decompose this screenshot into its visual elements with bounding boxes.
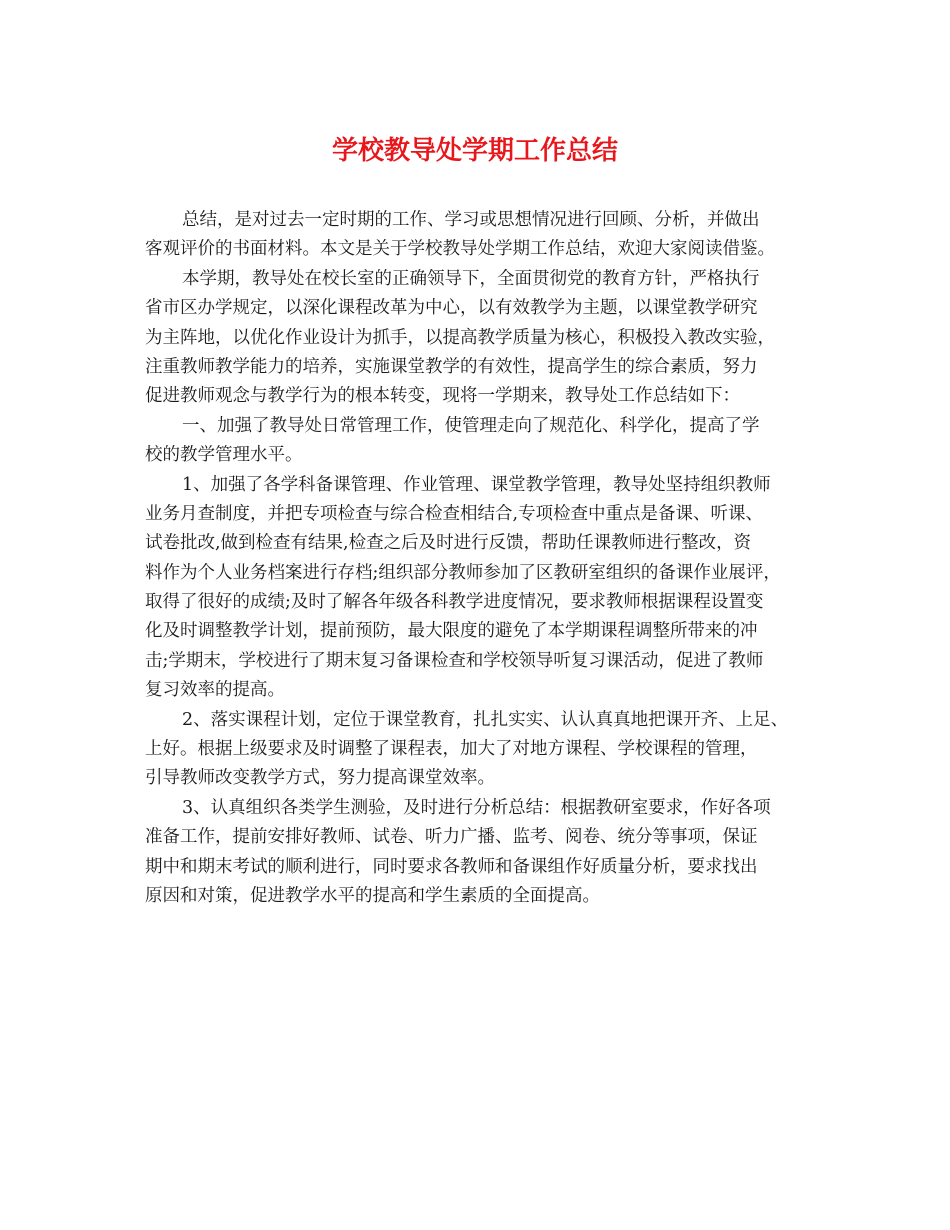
- paragraph-line: 准备工作，提前安排好教师、试卷、听力广播、监考、阅卷、统分等事项，保证: [145, 827, 758, 848]
- paragraph-line: 化及时调整教学计划，提前预防，最大限度的避免了本学期课程调整所带来的冲: [145, 621, 758, 642]
- paragraph-line: 业务月查制度，并把专项检查与综合检查相结合,专项检查中重点是备课、听课、: [145, 503, 764, 524]
- document-title: 学校教导处学期工作总结: [331, 136, 618, 166]
- paragraph-first-line: 1、加强了各学科备课管理、作业管理、课堂教学管理，教导处坚持组织教师: [182, 474, 771, 495]
- paragraph-line: 原因和对策，促进教学水平的提高和学生素质的全面提高。: [145, 885, 600, 906]
- paragraph-first-line: 总结，是对过去一定时期的工作、学习或思想情况进行回顾、分析，并做出: [182, 210, 760, 230]
- paragraph-line: 料作为个人业务档案进行存档;组织部分教师参加了区教研室组织的备课作业展评，: [145, 562, 781, 583]
- paragraph-line: 期中和期末考试的顺利进行，同时要求各教师和备课组作好质量分析，要求找出: [145, 856, 758, 877]
- paragraph-line: 击;学期末，学校进行了期末复习备课检查和学校领导听复习课活动，促进了教师: [145, 650, 764, 671]
- paragraph-line: 取得了很好的成绩;及时了解各年级各科教学进度情况，要求教师根据课程设置变: [145, 592, 764, 613]
- paragraph-first-line: 2、落实课程计划，定位于课堂教育，扎扎实实、认认真真地把课开齐、上足、: [182, 709, 789, 730]
- paragraph-line: 省市区办学规定，以深化课程改革为中心，以有效教学为主题，以课堂教学研究: [145, 298, 758, 319]
- paragraph-line: 上好。根据上级要求及时调整了课程表，加大了对地方课程、学校课程的管理，: [145, 739, 758, 760]
- paragraph-line: 校的教学管理水平。: [145, 445, 303, 466]
- paragraph-line: 复习效率的提高。: [145, 680, 285, 701]
- document-body: [145, 206, 815, 911]
- paragraph-line: 客观评价的书面材料。本文是关于学校教导处学期工作总结，欢迎大家阅读借鉴。: [145, 239, 775, 260]
- paragraph-line: 引导教师改变教学方式，努力提高课堂效率。: [145, 768, 495, 789]
- paragraph-first-line: 3、认真组织各类学生测验，及时进行分析总结：根据教研室要求，作好各项: [182, 797, 771, 818]
- paragraph-first-line: 本学期，教导处在校长室的正确领导下，全面贯彻党的教育方针，严格执行: [182, 268, 760, 289]
- paragraph-first-line: 一、加强了教导处日常管理工作，使管理走向了规范化、科学化，提高了学: [182, 415, 760, 436]
- paragraph-line: 促进教师观念与教学行为的根本转变，现将一学期来，教导处工作总结如下：: [145, 386, 740, 407]
- paragraph-line: 试卷批改,做到检查有结果,检查之后及时进行反馈，帮助任课教师进行整改，资: [145, 533, 752, 554]
- paragraph-line: 注重教师教学能力的培养，实施课堂教学的有效性，提高学生的综合素质，努力: [145, 356, 758, 377]
- paragraph-line: 为主阵地，以优化作业设计为抓手，以提高教学质量为核心，积极投入教改实验，: [145, 327, 775, 348]
